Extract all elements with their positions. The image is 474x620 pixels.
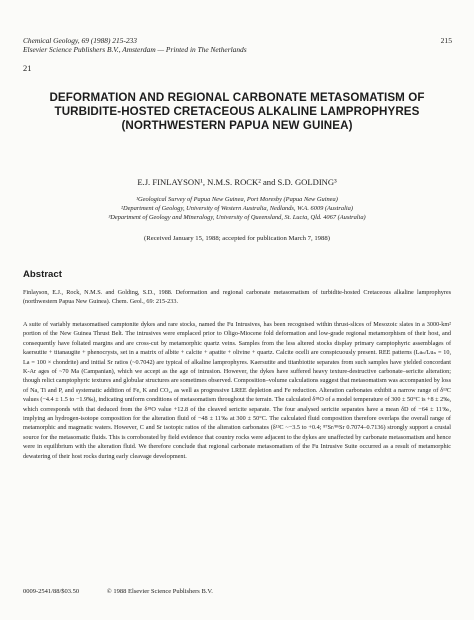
page-footer [23, 588, 213, 595]
abstract-citation: Finlayson, E.J., Rock, N.M.S. and Golding, S.D., 1988. Deformation and regional carbonate metasomatism of turbidite-hosted Cretaceous alkaline lamprophyres (northwestern Papua New Guinea). Chem. Geol., 69: 215-233. [23, 289, 451, 305]
abstract-heading: Abstract [23, 269, 62, 280]
affiliation-3: ³Department of Geology and Mineralogy, University of Queensland, St. Lucia, Qld. 4067 (Australia) [108, 214, 366, 221]
abstract-body: A suite of variably metasomatised camptonite dykes and rare stocks, named the Fu Intrusives, has been recognised within thrust-slices of Mesozoic slates in a 3000-km² portion of the New Guinea Thrust Belt. The intrusives were emplaced prior to Oligo-Miocene fold deformation and low-grade regional metamorphism of their host, and consequently have foliated margins and are cross-cut by metamorphic quartz veins. Samples from the less altered stocks display primary camptophyric assemblages of kaersutite + titanaugite + phenocrysts, set in a matrix of albite + calcite + apatite + olivine + quartz. Calcite ocelli are conspicuously present. REE patterns (Laₙ/Luₙ = 10, La = 100 × chondrite) and initial Sr ratios (~0.7042) are typical of alkaline lamprophyres. Kaersutite and titanbiotite separates from such samples have yielded concordant K-Ar ages of ~70 Ma (Campanian), which we accept as the age of intrusion. However, the dykes have suffered heavy texture-destructive carbonate–sericite alteration; though relict camptophyric textures and globular structures are sometimes observed. Composition–volume calculations suggest that metasomatism was accompanied by loss of Na, Ti and P, and systematic addition of Fe, K and CO₂, as well as progressive LREE depletion and Fe reduction. Alteration carbonates exhibit a narrow range of δ¹³C values (−4.4 ± 1.5 to −1.9‰), indicating uniform conditions of metasomatism throughout the terrain. The calculated δ¹⁸O of a model temperature of 300 ± 50°C is +8 ± 2‰, which corresponds with that deduced from the δ¹⁸O value +12.8 of the cleaved sericite separate. The four analysed sericite separates have a mean δD of −64 ± 11‰, implying an hydrogen-isotope composition for the alteration fluid of −48 ± 11‰ at 300 ± 50°C. The calculated fluid composition therefore overlaps the overall range of metamorphic and magmatic waters. However, C and Sr isotopic ratios of the alteration carbonates (δ¹³C ~−3.5 to +0.4; ⁸⁷Sr/⁸⁶Sr 0.7074–0.7136) strongly support a crustal source for the metasomatic fluids. This is corroborated by field evidence that country rocks were adjacent to the dykes are unaffected by carbonate metasomatism and hence were in equilibrium with the alteration fluid. We therefore conclude that regional carbonate metasomatism of the Fu Intrusive Suite occurred as a result of metamorphic dewatering of their host rocks during early cleavage development. [23, 321, 451, 460]
author-list: E.J. FINLAYSON¹, N.M.S. ROCK² and S.D. GOLDING³ [137, 177, 337, 187]
article-number: 21 [23, 63, 32, 73]
article-title: DEFORMATION AND REGIONAL CARBONATE METASOMATISM OF TURBIDITE-HOSTED CRETACEOUS ALKALINE LAMPROPHYRES (NORTHWESTERN PAPUA NEW GUINEA) [49, 91, 425, 133]
journal-citation-header: Chemical Geology, 69 (1988) 215-233 [23, 36, 137, 45]
page-number: 215 [440, 36, 452, 45]
received-dates: (Received January 15, 1988; accepted for publication March 7, 1988) [144, 235, 330, 242]
affiliation-1: ¹Geological Survey of Papua New Guinea, Port Moresby (Papua New Guinea) [136, 196, 338, 203]
affiliation-2: ²Department of Geology, University of Western Australia, Nedlands, W.A. 6009 (Australia) [121, 205, 353, 212]
issn-price: 0009-2541/88/$03.50 [23, 588, 80, 595]
copyright-notice: © 1988 Elsevier Science Publishers B.V. [106, 588, 213, 595]
publisher-line: Elsevier Science Publishers B.V., Amsterdam — Printed in The Netherlands [23, 45, 247, 54]
